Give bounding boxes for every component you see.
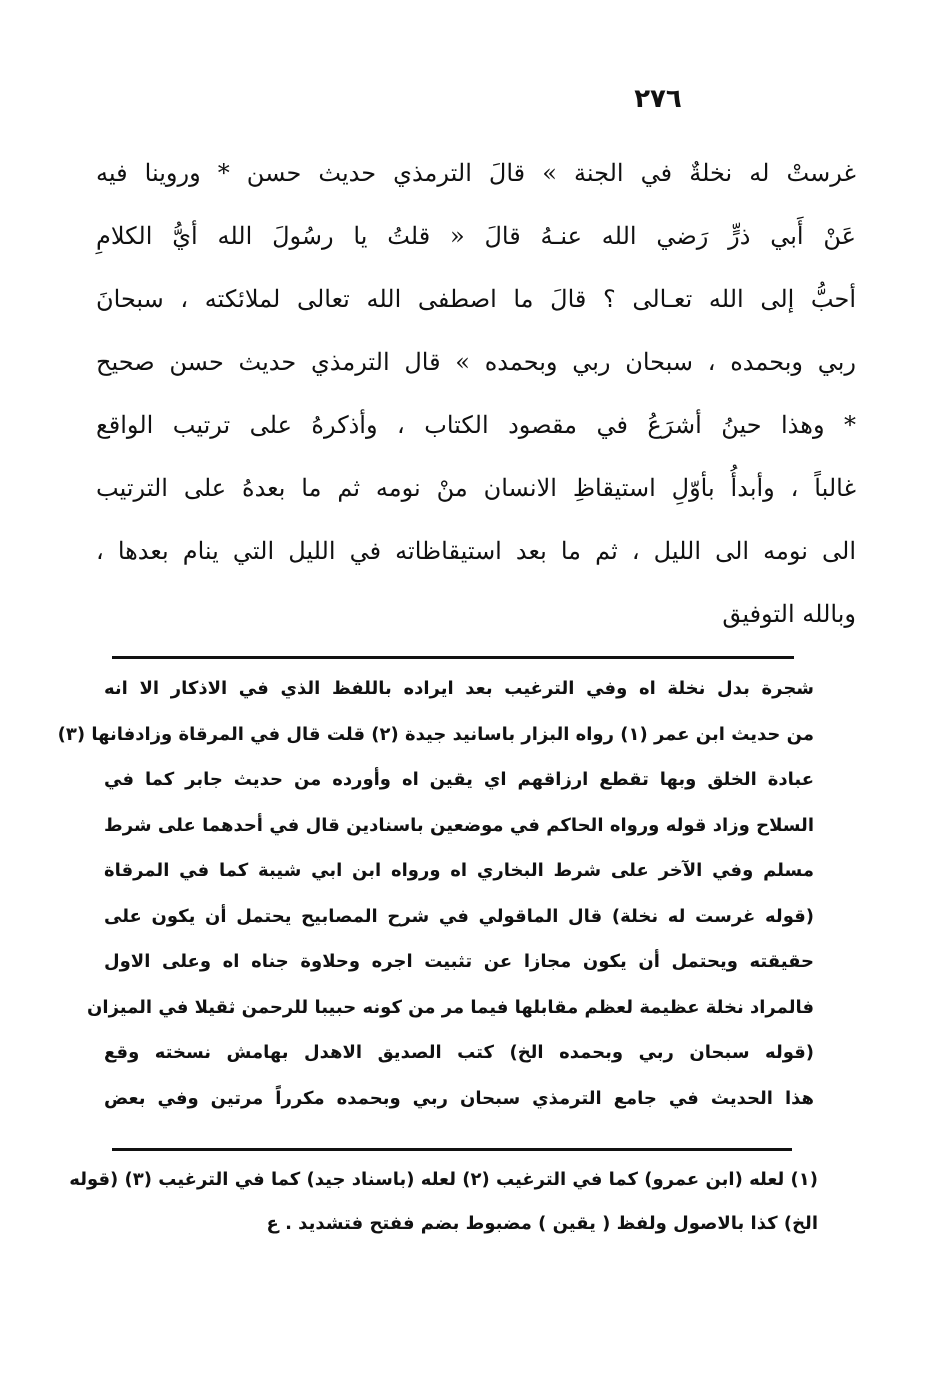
main-text-line: ربي وبحمده ، سبحان ربي وبحمده » قال الترمذي حديث حسن صحيح <box>96 348 856 376</box>
footnote-line: (١) لعله (ابن عمرو) كما في الترغيب (٢) لعله (باسناد جيد) كما في الترغيب (٣) (قوله <box>69 1169 818 1190</box>
main-text-line: وبالله التوفيق <box>722 600 856 628</box>
main-text-line: عَنْ أَبي ذرٍّ رَضي الله عنـهُ قالَ « قلتُ يا رسُولَ الله أيُّ الكلامِ <box>96 222 856 250</box>
marginal-note-line: فالمراد نخلة عظيمة لعظم مقابلها فيما مر من كونه حبيبا للرحمن ثقيلا في الميزان <box>87 996 814 1018</box>
main-text-block <box>96 142 856 646</box>
marginal-note-line: شجرة بدل نخلة اه وفي الترغيب بعد ايراده باللفظ الذي في الاذكار الا انه <box>104 678 814 699</box>
marginal-note-line: من حديث ابن عمر (١) رواه البزار باسانيد جيدة (٢) قلت قال في المرقاة وزادفانها (٣) <box>57 723 814 745</box>
footnotes-divider <box>112 1148 792 1151</box>
main-text-line: الى نومه الى الليل ، ثم ما بعد استيقاظاته في الليل التي ينام بعدها ، <box>96 537 856 565</box>
marginal-note-line: عبادة الخلق وبها تقطع ارزاقهم اي يقين اه وأورده من حديث جابر كما في <box>104 769 814 790</box>
marginal-note-line: (قوله سبحان ربي وبحمده الخ) كتب الصديق الاهدل بهامش نسخته وقع <box>104 1042 814 1063</box>
marginal-note-line: هذا الحديث في جامع الترمذي سبحان ربي وبحمده مكرراً مرتين وفي بعض <box>104 1087 814 1109</box>
main-text-line: * وهذا حينُ أشرَعُ في مقصود الكتاب ، وأذكرهُ على ترتيب الواقع <box>96 411 856 439</box>
marginal-note-line: حقيقته ويحتمل أن يكون مجازا عن تثبيت اجره وحلاوة جناه اه وعلى الاول <box>104 951 814 972</box>
marginal-notes-divider <box>112 656 794 659</box>
page-number: ٢٧٦ <box>634 84 682 114</box>
marginal-notes-block <box>57 666 814 1121</box>
marginal-note-line: (قوله غرست له نخلة) قال الماقولي في شرح المصابيح يحتمل أن يكون على <box>104 905 814 927</box>
main-text-line: غرستْ له نخلةٌ في الجنة » قالَ الترمذي حديث حسن * وروينا فيه <box>96 159 856 187</box>
main-text-line: أحبُّ إلى الله تعـالى ؟ قالَ ما اصطفى الله تعالى لملائكته ، سبحانَ <box>96 285 856 313</box>
main-text-line: غالباً ، وأبدأُ بأوّلِ استيقاظِ الانسان منْ نومه ثم ما بعدهُ على الترتيب <box>96 474 856 502</box>
footnote-line: الخ) كذا بالاصول ولفظ ( يقين ) مضبوط بضم ففتح فتشديد . ع <box>266 1213 818 1234</box>
footnotes-block <box>69 1158 818 1246</box>
marginal-note-line: السلاح وزاد قوله ورواه الحاكم في موضعين باسنادين قال في أحدهما على شرط <box>104 814 814 836</box>
marginal-note-line: مسلم وفي الآخر على شرط البخاري اه ورواه ابن ابي شيبة كما في المرقاة <box>104 860 814 881</box>
